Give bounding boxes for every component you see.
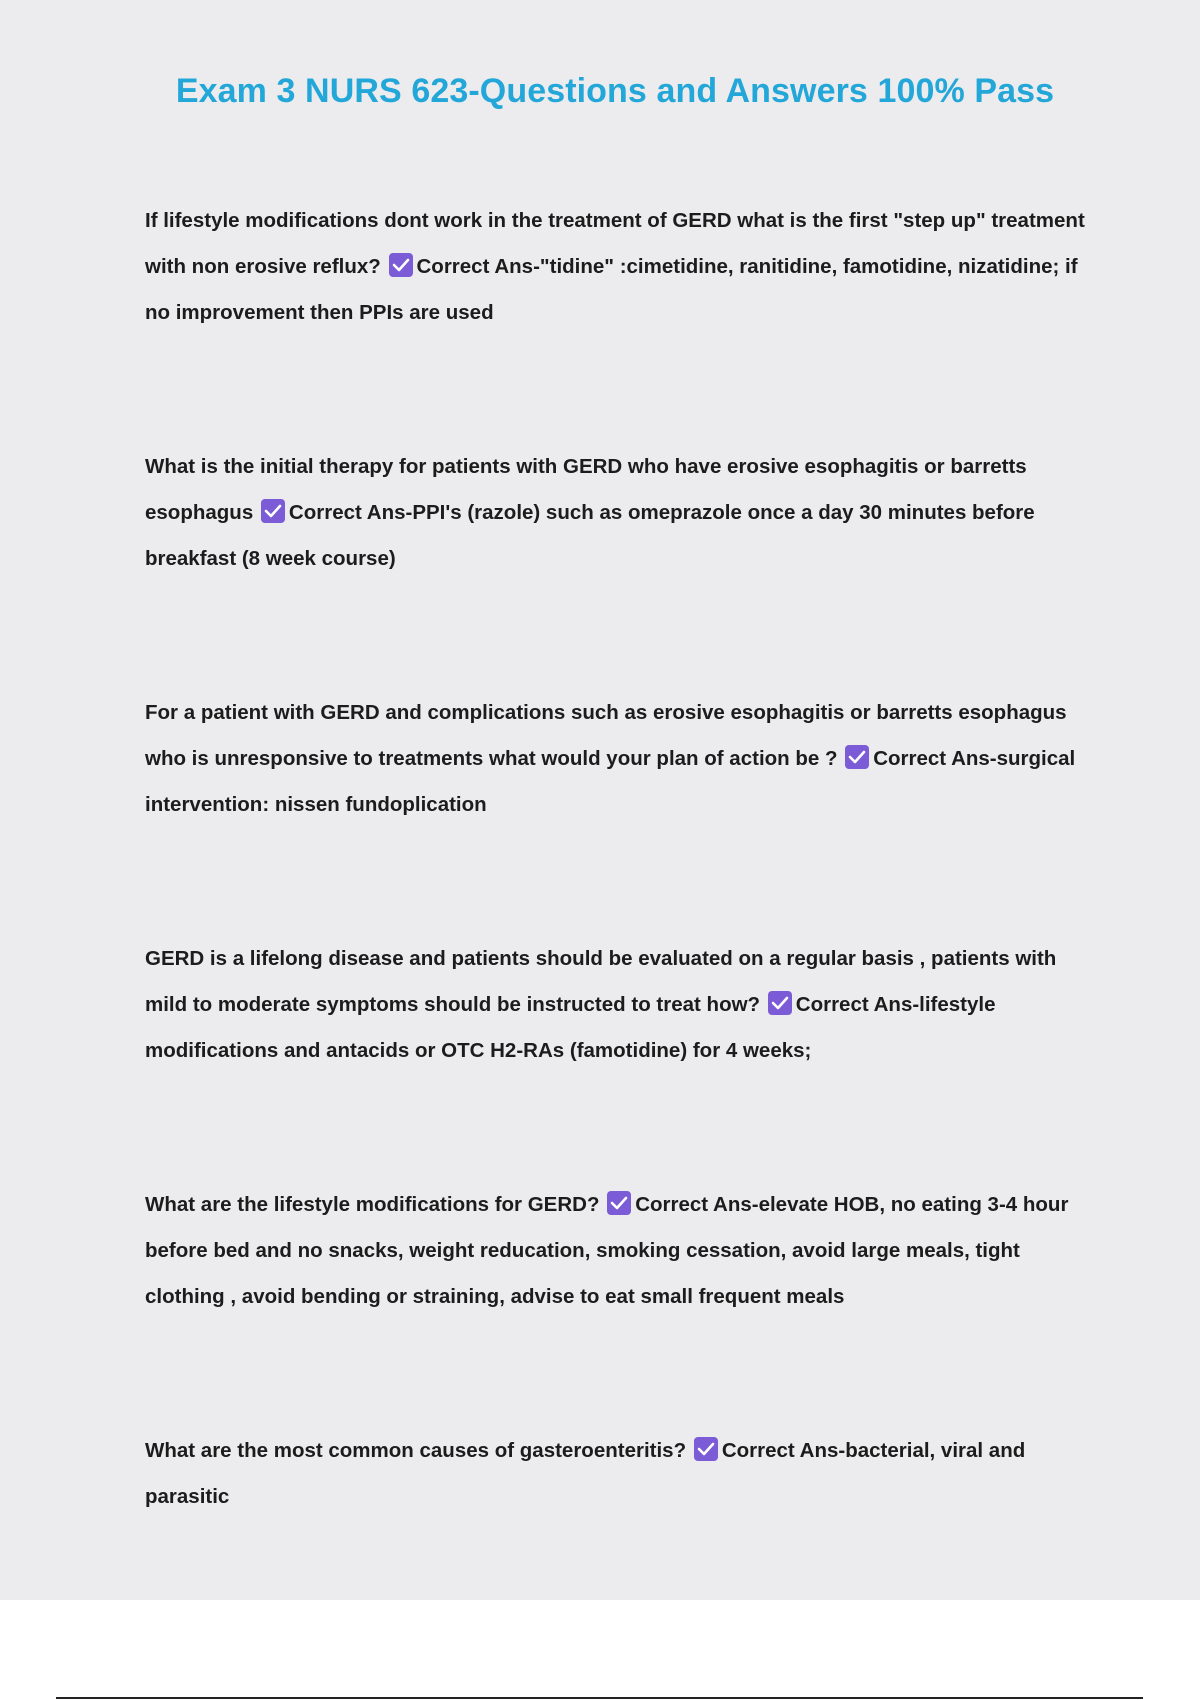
question-text: What are the lifestyle modifications for GERD? bbox=[145, 1193, 600, 1216]
question-text: GERD is a lifelong disease and patients should be evaluated on a regular basis , patients with mild to moderate symptoms should be instructed to treat how? bbox=[145, 947, 1057, 1016]
answer-text: Correct Ans-"tidine" :cimetidine, ranitidine, famotidine, nizatidine; if no improvement then PPIs are used bbox=[145, 255, 1078, 324]
answer-text: Correct Ans-surgical intervention: nissen fundoplication bbox=[145, 747, 1076, 816]
question-text: For a patient with GERD and complications such as erosive esophagitis or barretts esophagus who is unresponsive to treatments what would your plan of action be ? bbox=[145, 701, 1067, 770]
question-text: What is the initial therapy for patients with GERD who have erosive esophagitis or barretts esophagus bbox=[145, 455, 1027, 524]
checkbox-checked-icon bbox=[389, 253, 413, 277]
checkbox-checked-icon bbox=[261, 499, 285, 523]
qa-item bbox=[145, 936, 1095, 1074]
qa-item bbox=[145, 198, 1095, 336]
qa-list bbox=[145, 198, 1095, 1628]
checkbox-checked-icon bbox=[694, 1437, 718, 1461]
qa-item bbox=[145, 690, 1095, 828]
answer-text: Correct Ans-PPI's (razole) such as omeprazole once a day 30 minutes before breakfast (8 week course) bbox=[145, 501, 1035, 570]
answer-text: Correct Ans-bacterial, viral and parasitic bbox=[145, 1439, 1026, 1508]
checkbox-checked-icon bbox=[845, 745, 869, 769]
question-text: What are the most common causes of gasteroenteritis? bbox=[145, 1439, 687, 1462]
qa-item bbox=[145, 1428, 1095, 1520]
qa-item bbox=[145, 1182, 1095, 1320]
footer-divider bbox=[56, 1697, 1143, 1699]
qa-item bbox=[145, 444, 1095, 582]
document-title: Exam 3 NURS 623-Questions and Answers 100% Pass bbox=[175, 72, 1055, 110]
answer-text: Correct Ans-elevate HOB, no eating 3-4 hour before bed and no snacks, weight reducation, smoking cessation, avoid large meals, tight clothing , avoid bending or straining, advise to eat small frequent meals bbox=[145, 1193, 1069, 1308]
checkbox-checked-icon bbox=[607, 1191, 631, 1215]
checkbox-checked-icon bbox=[768, 991, 792, 1015]
answer-text: Correct Ans-lifestyle modifications and antacids or OTC H2-RAs (famotidine) for 4 weeks; bbox=[145, 993, 996, 1062]
question-text: If lifestyle modifications dont work in the treatment of GERD what is the first "step up" treatment with non erosive reflux? bbox=[145, 209, 1085, 278]
